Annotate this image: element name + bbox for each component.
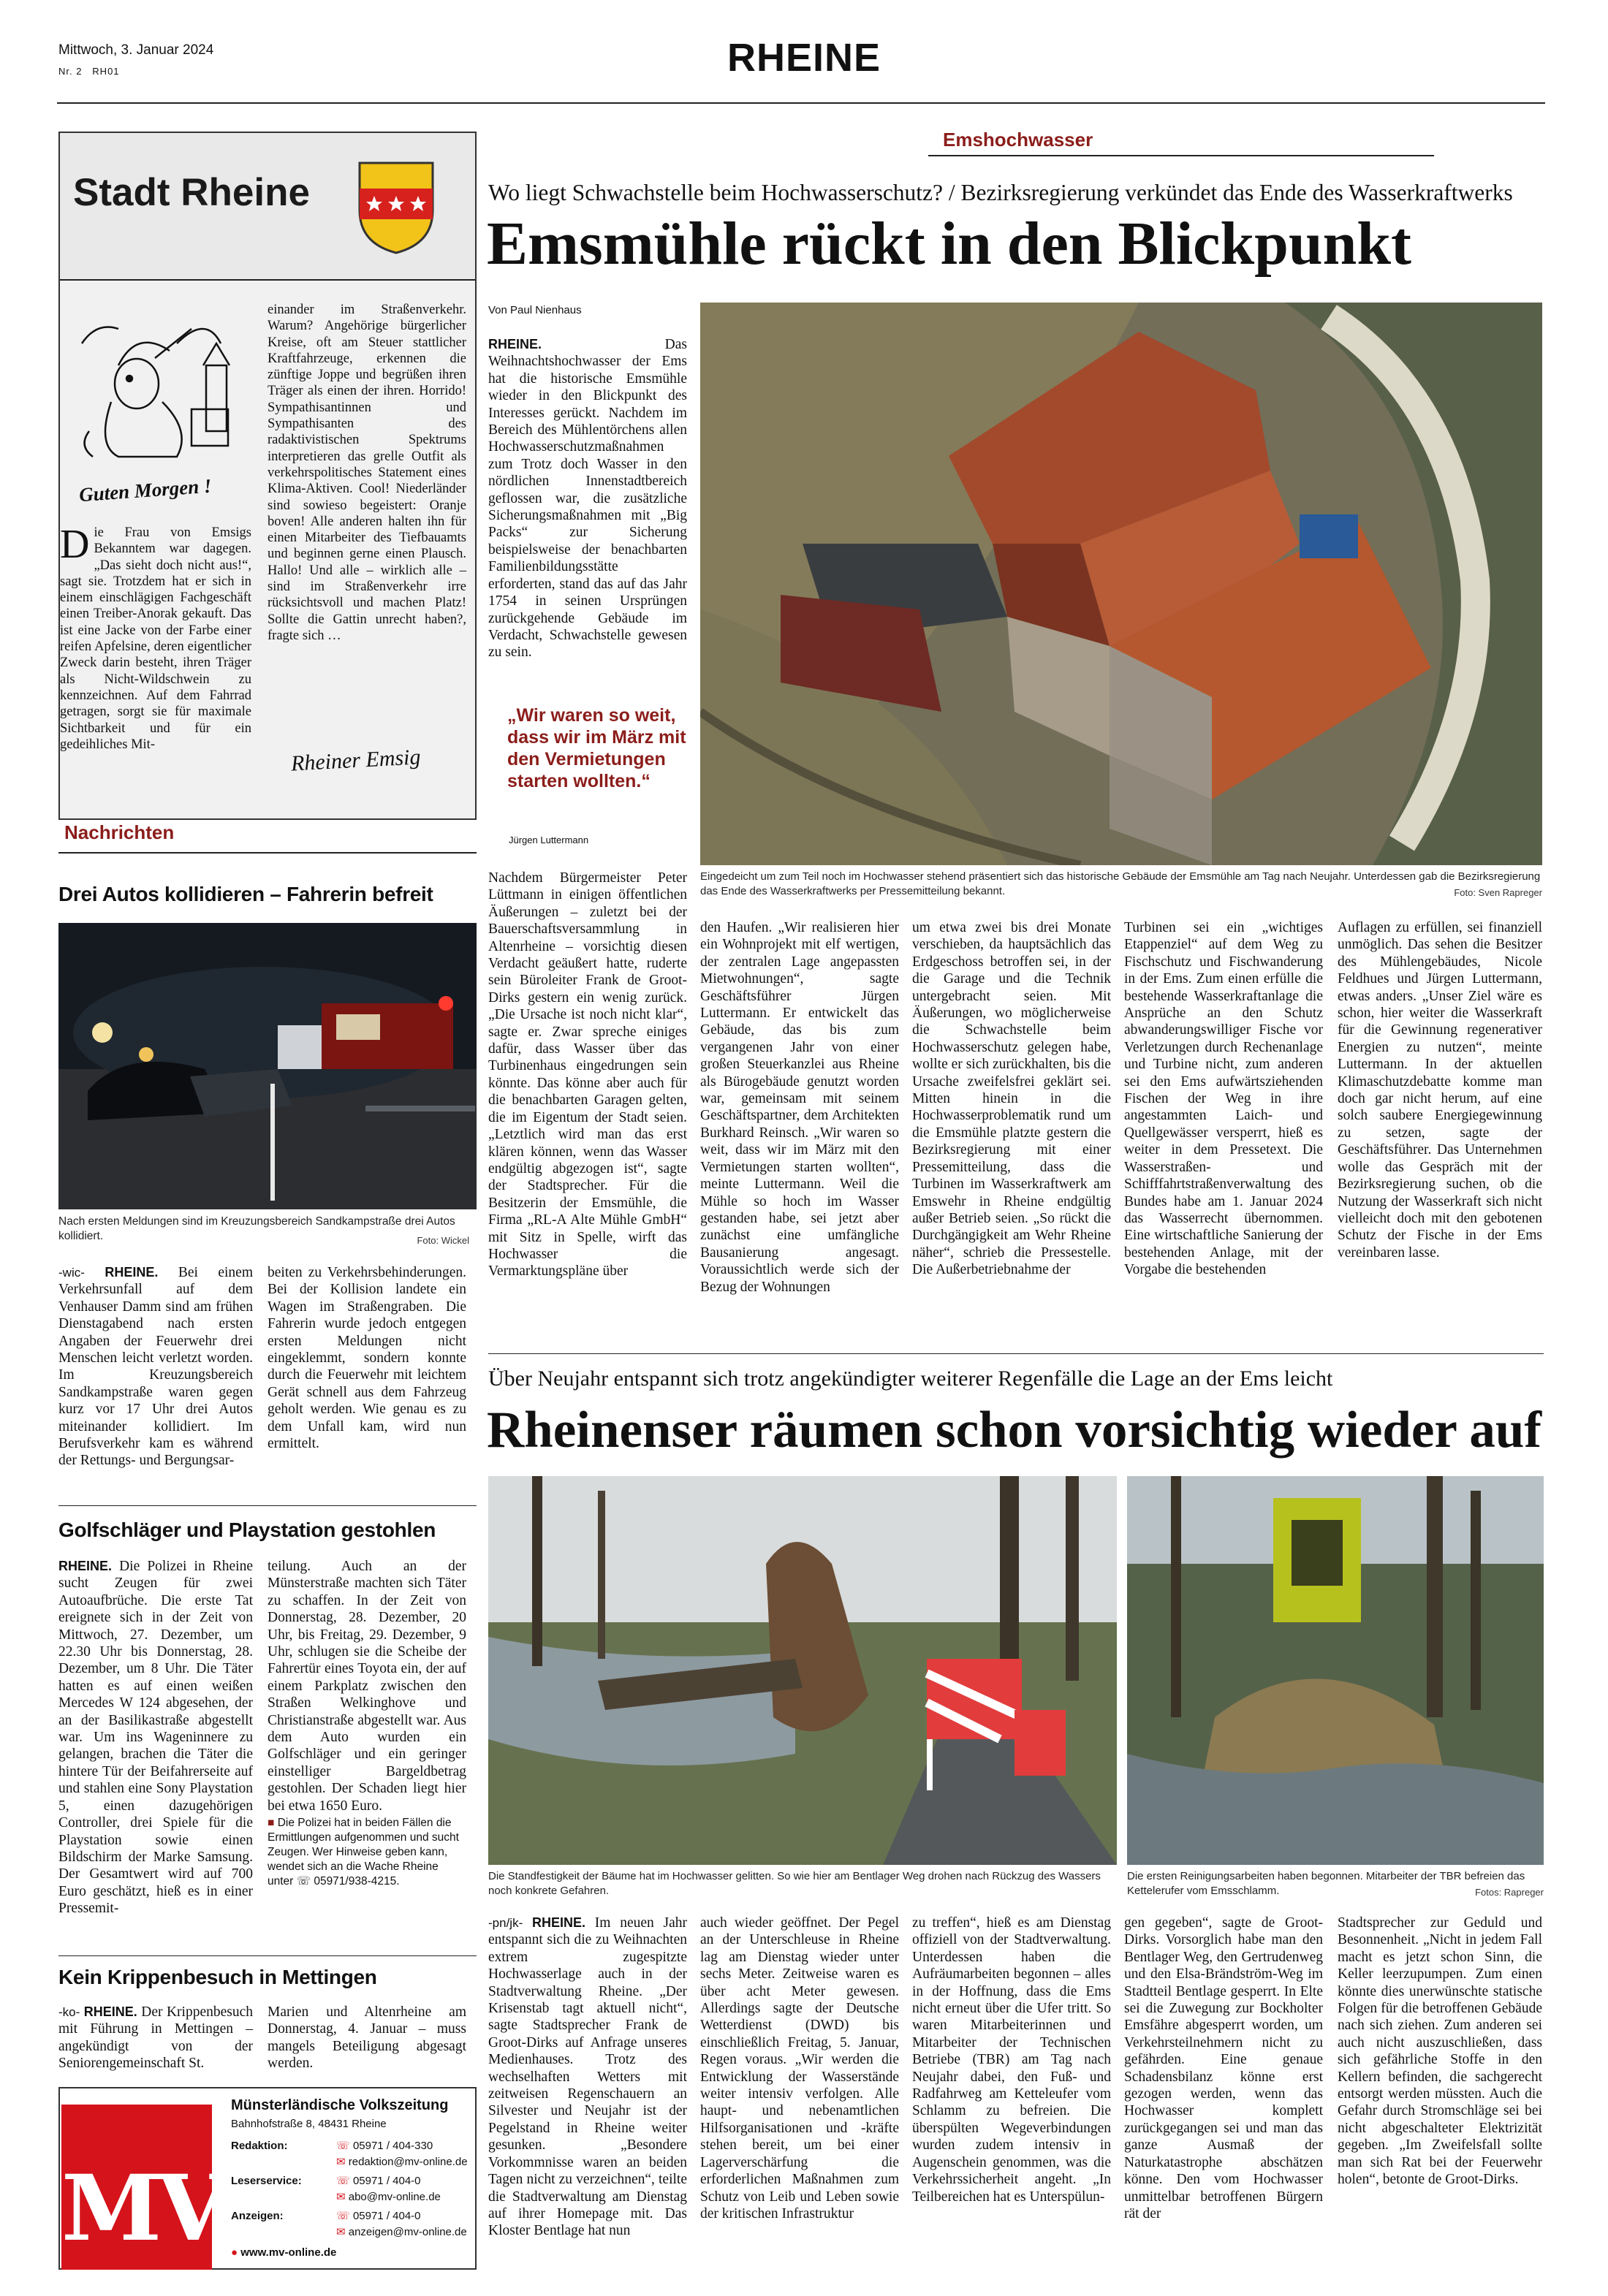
article1-headline: Drei Autos kollidieren – Fahrerin befreit xyxy=(58,883,433,905)
photo-caption-right: Die ersten Reinigungsarbeiten haben begonnen. Mitarbeiter der TBR befreien das Kettelerufer vom Emsschlamm. xyxy=(1127,1870,1525,1897)
main2-col-5: Stadtsprecher zur Geduld und Besonnenheit. „Nicht in jedem Fall macht es jetzt schon Sinn, die Keller leerzupumpen. Zum einen könnte dies unerwünschte statische Folgen für die betroffenen Gebäude nach sich ziehen. Zum anderen sei auch nicht auszuschließen, dass sich gefährliche Stoffe in den Kellern befinden, die sachgerecht entsorgt werden müssten. Auch die Gefahr durch Stromschläge sei bei nicht abgeschalteter Elektrizität gegeben. „Im Zweifelsfall sollte man sich Rat bei der Feuerwehr holen“, betonte de Groot-Dirks. xyxy=(1338,1915,1542,2188)
sidebar-header-rule xyxy=(60,279,475,281)
nachrichten-label: Nachrichten xyxy=(64,821,175,843)
article3-text-left: -ko- RHEINE. Der Krippenbesuch mit Führung in Mettingen – angekündigt von der Seniorengemeinschaft St. xyxy=(58,2004,254,2072)
article-headline: Emsmühle rückt in den Blickpunkt xyxy=(487,210,1412,278)
article1-caption: Nach ersten Meldungen sind im Kreuzungsbereich Sandkampstraße drei Autos kollidiert. xyxy=(58,1215,455,1242)
mv-row-anzeigen: Anzeigen: ☏ 05971 / 404-0 ✉ anzeigen@mv-online.de xyxy=(231,2208,472,2240)
photo-caption: Eingedeicht um zum Teil noch im Hochwasser stehend präsentiert sich das historische Gebäude der Emsmühle am Tag nach Neujahr. Unterdessen gab die Bezirksregierung das Ende des Wasserkraftwerks per Pressemitteilung bekannt. xyxy=(700,870,1541,897)
guten-morgen-cartoon xyxy=(67,300,250,475)
main2-col-3: zu treffen“, hieß es am Dienstag offiziell von der Stadtverwaltung. Unterdessen haben die Aufräumarbeiten begonnen – alles in der Hoffnung, dass die Ems nicht erneut über die Ufer tritt. So waren Mitarbeiterinnen und Mitarbeiter der Technischen Betriebe (TBR) am Tag nach Neujahr dabei, den Fuß- und Radfahrweg am Ketteleufer vom Schlamm zu befreien. Die überspülten Wegeverbindungen wurden zudem intensiv in Augenschein genommen, was die Verkehrssicherheit angeht. „In Teilbereichen hat es Unterspülun- xyxy=(912,1915,1111,2205)
article2-kicker: Über Neujahr entspannt sich trotz angekündigter weiterer Regenfälle die Lage an der Ems leicht xyxy=(488,1366,1333,1391)
mv-name: Münsterländische Volkszeitung xyxy=(231,2097,449,2113)
main1-col-1: Nachdem Bürgermeister Peter Lüttmann in einigen öffentlichen Äußerungen – zuletzt bei der Bauerschaftsversammlung in Altenrheine – vorsichtig diesen Verdacht geäußert hatte, ruderte sein Büroleiter Frank de Groot-Dirks gestern ein wenig zurück. „Die Ursache ist noch nicht klar“, sagte er. Zwar spreche einiges dafür, dass Wasser über das Turbinenhaus eingedrungen sein könnte. Das könne aber auch für die benachbarten Garagen gelten, die im Eigentum der Stadt seien. „Letztlich wird man das erst klären können, wenn das Wasser endgültig abgezogen ist“, sagte der Stadtsprecher. Für die Besitzerin der Emsmühle, die Firma „RL-A Alte Mühle GmbH“ mit Sitz in Spelle, wirft das Hochwasser die Vermarktungspläne über xyxy=(488,870,687,1280)
main2-col-1: -pn/jk- RHEINE. Im neuen Jahr entspannt sich die zu Weihnachten extrem zugespitzte Hochwasserlage auch in der Stadtverwaltung Rheine. „Der Krisenstab tagt aktuell nicht“, sagte Stadtsprecher Frank de Groot-Dirks auf Anfrage unseres Medienhauses. Trotz des wechselhaften Wetters mit zeitweisen Regenschauern an Silvester und Neujahr ist der Pegelstand in Rheine weiter gesunken. „Besondere Vorkommnisse waren an beiden Tagen nicht zu verzeichnen“, teilte die Stadtverwaltung am Dienstag auf ihrer Homepage mit. Das Kloster Bentlage hat nun xyxy=(488,1915,688,2239)
article1-text-left: -wic- RHEINE. Bei einem Verkehrsunfall auf dem Venhauser Damm sind am frühen Dienstagabend nach ersten Angaben der Feuerwehr drei Menschen leicht verletzt worden. Im Kreuzungsbereich Sandkampstraße waren gegen kurz vor 17 Uhr drei Autos miteinander kollidiert. Im Berufsverkehr kam es während der Rettungs- und Bergungsar- xyxy=(58,1265,253,1469)
article2-headline: Golfschläger und Playstation gestohlen xyxy=(58,1518,436,1541)
issue-date: Mittwoch, 3. Januar 2024 xyxy=(58,42,214,58)
photos-credit: Fotos: Rapreger xyxy=(1475,1887,1544,1898)
mv-row-redaktion: Redaktion: ☏ 05971 / 404-330 ✉ redaktion@mv-online.de xyxy=(231,2138,472,2170)
city-title: Stadt Rheine xyxy=(73,171,310,214)
photo-caption-left: Die Standfestigkeit der Bäume hat im Hochwasser gelitten. So wie hier am Bentlager Weg drohen nach Rückzug des Wassers noch konkrete Gefahren. xyxy=(488,1870,1101,1897)
signature: Rheiner Emsig xyxy=(290,745,422,776)
article3-rule xyxy=(58,1955,477,1956)
section-rule xyxy=(928,155,1434,156)
article3-headline: Kein Krippenbesuch in Mettingen xyxy=(58,1966,377,1988)
mail-icon[interactable]: ✉ redaktion@mv-online.de xyxy=(336,2156,468,2168)
mv-row-leserservice: Leserservice: ☏ 05971 / 404-0 ✉ abo@mv-online.de xyxy=(231,2173,472,2205)
mv-website-link[interactable]: ● www.mv-online.de xyxy=(231,2246,337,2259)
mv-contact-rows xyxy=(231,2138,472,2261)
main1-col-4: Turbinen sei ein „wichtiges Etappenziel“ auf dem Weg zu Fischschutz und Fischwanderung in der Ems. Zum einen erfülle die bestehende Wasserkraftanlage die Ansprüche an den Schutz abwanderungswilliger Fische vor Verletzungen durch Rechenanlage und Turbine nicht, zum anderen sei den Ems aufwärtsziehenden Fischen der Weg in ihre angestammten Laich- und Quellgewässer versperrt, hieß es weiter in dem Pressetext. Die Wasserstraßen- und Schifffahrtstraßenverwaltung des Bundes habe am 1. Januar 2024 das Wasserrecht übernommen. Eine wirtschaftliche Sanierung der bestehenden Anlage, mit der Vorgabe die bestehenden xyxy=(1124,920,1323,1278)
main1-col-5: Auflagen zu erfüllen, sei finanziell unmöglich. Das sehen die Besitzer des Mühlengebäudes, Nicole Feldhues und Jürgen Luttermann, etwas anders. „Unser Ziel wäre es schon, hier weiter die Wasserkraft für die Gewinnung regenerativer Energien zu nutzen“, meinte Luttermann. In der aktuellen Klimaschutzdebatte komme man doch gar nicht herum, auf eine solch saubere Energiegewinnung zu setzen, sagte der Geschäftsführer. Das Unternehmen wolle das Gespräch mit der Bezirksregierung suchen, ob die Nutzung der Wasserkraft sich nicht vielleicht doch mit den gebotenen Schutz der Fische in der Ems vereinbaren lasse. xyxy=(1338,920,1542,1261)
emsmuehle-aerial-photo xyxy=(700,303,1542,865)
cartoon-caption: Guten Morgen ! xyxy=(78,474,213,506)
pull-quote: „Wir waren so weit, dass wir im März mit den Vermietungen starten wollten.“ xyxy=(507,705,686,791)
article1-credit: Foto: Wickel xyxy=(417,1235,469,1246)
main2-col-2: auch wieder geöffnet. Der Pegel an der Unterschleuse in Rheine lag am Dienstag wieder unter sechs Meter. Zeitweise waren es über acht Meter gewesen. Allerdings sagte der Deutsche Wetterdienst (DWD) bis einschließlich Freitag, 5. Januar, Regen voraus. „Wir werden die Entwicklung der Wasserstände weiter intensiv verfolgen. Alle haupt- und nebenamtlichen Hilfsorganisationen und -kräfte stehen bereit, um bei einer Lagerverschärfung die erforderlichen Maßnahmen zum Schutz von Leib und Leben sowie der kritischen Infrastruktur xyxy=(700,1915,899,2221)
nachrichten-rule xyxy=(58,852,477,854)
pull-quote-author: Jürgen Luttermann xyxy=(509,835,589,845)
phone-icon: ☏ 05971 / 404-0 xyxy=(336,2175,421,2187)
mv-address: Bahnhofstraße 8, 48431 Rheine xyxy=(231,2118,387,2130)
article2-top-rule xyxy=(488,1353,1544,1354)
fallen-tree-photo xyxy=(488,1476,1117,1865)
article2-text-right: teilung. Auch an der Münsterstraße machten sich Täter zu schaffen. In der Zeit von Donnerstag, 28. Dezember, 20 Uhr, bis Freitag, 29. Dezember, 9 Uhr, schlugen sie die Scheibe der Fahrertür eines Toyota ein, der auf einem Parkplatz zwischen den Straßen Welkinghove und Christianstraße abgestellt war. Aus dem Auto wurden ein Golfschläger und ein geringer einstelliger Bargeldbetrag gestohlen. Der Schaden liegt hier bei etwa 1650 Euro. ■ Die Polizei hat in beiden Fällen die Ermittlungen aufgenommen und sucht Zeugen. Wer Hinweise geben kann, wendet sich an die Wache Rheine unter ☏ 05971/938-4215. xyxy=(268,1559,466,1888)
header-rule xyxy=(57,102,1545,104)
article3-text-right: Marien und Altenrheine am Donnerstag, 4. Januar – muss mangels Beteiligung abgesagt werden. xyxy=(268,2004,466,2072)
section-label: Emshochwasser xyxy=(943,129,1093,151)
rheine-coat-of-arms-icon xyxy=(356,159,436,256)
mail-icon[interactable]: ✉ abo@mv-online.de xyxy=(336,2191,441,2203)
mv-logo-text: MV xyxy=(61,2156,224,2262)
article2-text-left: RHEINE. Die Polizei in Rheine sucht Zeugen für zwei Autoaufbrüche. Die erste Tat ereignete sich in der Zeit von Mittwoch, 27. Dezember, um 22.30 Uhr bis Donnerstag, 28. Dezember, um 8 Uhr. Die Täter hatten es auf einen weißen Mercedes W 124 abgesehen, der an der Basilikastraße abgestellt war. Um ins Wageninnere zu gelangen, brachen die Täter die hintere Tür der Beifahrerseite auf und stahlen eine Sony Playstation 5, einen dazugehörigen Controller, drei Spiele für die Playstation sowie einen Bildschirm der Marke Samsung. Der Gesamtwert wird auf 700 Euro geschätzt, hieß es in einer Pressemit- xyxy=(58,1559,254,1917)
main1-col-3: um etwa zwei bis drei Monate verschieben, da hauptsächlich das Erdgeschoss betroffen sei, in der die Garage und die Technik untergebracht seien. Mit Äußerungen, wo möglicherweise die Schwachstelle beim Hochwasserschutz gelegen habe, wollte er sich zurückhalten, bis die Ursache zweifelsfrei geklärt sei. Mitten hinein in die Hochwasserproblematik rund um die Emsmühle platzte gestern die Bezirksregierung mit einer Pressemitteilung, dass die Turbinen im Wasserkraftwerk am Emswehr in Rheine endgültig außer Betrieb seien. „So rückt die Durchgängigkeit am Wehr Rheine näher“, schrieb die Pressestelle. Die Außerbetriebnahme der xyxy=(912,920,1111,1278)
byline: Von Paul Nienhaus xyxy=(488,304,582,316)
main2-col-4: gen gegeben“, sagte de Groot-Dirks. Vorsorglich habe man den Bentlager Weg, den Gertrudenweg und den Elsa-Brändström-Weg im Stadtteil Bentlage gesperrt. In Elte sei die Zuwegung zur Bockholter Emsfähre abgesperrt worden, um Verkehrsteilnehmern nicht zu gefährden. Eine genaue Schadensbilanz könne erst gezogen werden, wenn das Hochwasser komplett zurückgegangen sei und man das ganze Ausmaß der Naturkatastrophe abschätzen könne. Den vom Hochwasser unmittelbar betroffenen Bürgern rät der xyxy=(1124,1915,1323,2221)
page-title: RHEINE xyxy=(727,36,881,80)
mail-icon[interactable]: ✉ anzeigen@mv-online.de xyxy=(336,2226,467,2238)
accident-photo xyxy=(58,923,477,1209)
article-intro: RHEINE. Das Weihnachtshochwasser der Ems hat die historische Emsmühle wieder in den Blickpunkt des Interesses gerückt. Nachdem im Bereich des Mühlentörchens allen Hochwasserschutzmaßnahmen zum Trotz doch Wasser in den nördlichen Innenstadtbereich geflossen war, die zusätzliche Sicherungsmaßnahmen mit „Big Packs“ zur Sicherung beispielsweise der benachbarten Familienbildungsstätte erforderten, stand das auf das Jahr 1754 in seinen Ursprüngen zurückgehende Gebäude im Verdacht, Schwachstelle gewesen zu sein. xyxy=(488,337,687,661)
article2-rule xyxy=(58,1505,477,1506)
main1-col-2: den Haufen. „Wir realisieren hier ein Wohnprojekt mit elf wertigen, der zentralen Lage angepassten Mietwohnungen“, sagte Geschäftsführer Jürgen Luttermann. Er entwickelt das Gebäude, das bis zum vergangenen Jahr von einer großen Steuerkanzlei aus Rheine als Bürogebäude genutzt worden war, gemeinsam mit seinem Geschäftspartner, dem Architekten Burkhard Reinsch. „Wir waren so weit, dass wir im März mit den Vermietungen starten wollten“, meinte Luttermann. Weil die Mühle so hoch im Wasser gestanden habe, sei jetzt aber zunächst eine umfängliche Bausanierung angesagt. Voraussichtlich werde sich der Bezug der Wohnungen xyxy=(700,920,899,1295)
issue-number: Nr. 2 RH01 xyxy=(58,66,120,77)
article2-main-headline: Rheinenser räumen schon vorsichtig wieder auf xyxy=(487,1402,1541,1459)
phone-icon: ☏ 05971 / 404-330 xyxy=(336,2140,433,2152)
sidebar-column-right: einander im Straßenverkehr. Warum? Angehörige bürgerlicher Kreise, oft am Steuer stattlicher Kraftfahrzeuge, erkennen die zünftige Joppe und begrüßen ihren Träger als einen der ihren. Horrido! Sympathisantinnen und Sympathisanten des radaktivistischen Spektrums interpretieren das grelle Outfit als verkehrspolitisches Statement eines Klima-Aktiven. Cool! Niederländer sind sowieso begeistert: Oranje boven! Alle anderen halten ihn für einen Mitarbeiter des Tiefbauamts und beginnen gerne einen Plausch. Hallo! Und alle – wirklich alle – sind im Straßenverkehr irre rücksichtsvoll und machen Platz! Sollte die Gattin unrecht haben?, fragte sich … xyxy=(268,303,466,643)
article-kicker: Wo liegt Schwachstelle beim Hochwasserschutz? / Bezirksregierung verkündet das Ende des Wasserkraftwerks xyxy=(488,180,1513,205)
article1-text-right: beiten zu Verkehrsbehinderungen. Bei der Kollision landete ein Wagen im Straßengraben. Die Fahrerin wurde jedoch entgegen ersten Meldungen nicht eingeklemmt, sondern konnte durch die Feuerwehr mit leichtem Gerät schnell aus dem Fahrzeug geholt werden. Wie genau es zu dem Unfall kam, wird nun ermittelt. xyxy=(268,1265,466,1452)
phone-icon: ☏ 05971 / 404-0 xyxy=(336,2210,421,2222)
sidebar-column-left: Die Frau von Emsigs Bekanntem war dagegen. „Das sieht doch nicht aus!“, sagt sie. Trotzdem hat er sich in einem einschlägigen Fachgeschäft einen Treiber-Anorak gekauft. Das ist eine Jacke von der Farbe einer reifen Apfelsine, deren eigentlicher Zweck darin besteht, ihren Träger als Nicht-Wildschwein zu kennzeichnen. Auf dem Fahrrad getragen, sorgt sie für maximale Sichtbarkeit und für ein gedeihliches Mit- xyxy=(60,522,251,752)
cleanup-photo xyxy=(1127,1476,1544,1865)
photo-credit: Foto: Sven Rapreger xyxy=(1454,887,1542,898)
